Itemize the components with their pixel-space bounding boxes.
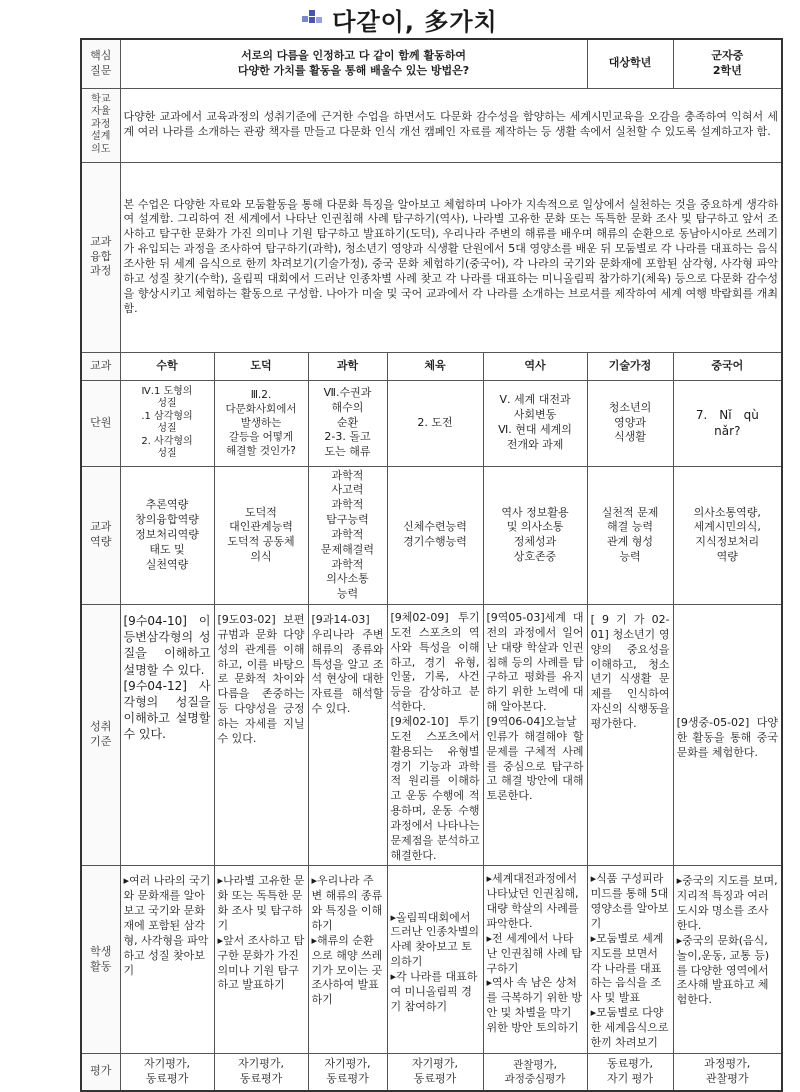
intent-row: [81, 88, 782, 162]
achievement-label: 성취 기준: [81, 605, 120, 866]
core-question: 서로의 다름을 인정하고 다 같이 함께 활동하여 다양한 가치를 활동을 통해 배울수 있는 방법은?: [120, 39, 587, 88]
competency-row: [81, 466, 782, 605]
target-grade-label: 대상학년: [587, 39, 673, 88]
achievement-ethics: [9도03-02] 보편 규범과 문화 다양성의 관계를 이해하고, 이를 바탕으로 문화적 차이와 다름을 존중하는 등 다양성을 긍정하는 자세를 지닐 수 있다.: [214, 605, 308, 866]
achievement-tech-home: [ 9 기 가 02-01] 청소년기 영양의 중요성을 이해하고, 청소년기 식생활 문제를 인식하여 자신의 식행동을 평가한다.: [587, 605, 673, 866]
curriculum-table: [80, 38, 783, 1092]
document-title-bar: [0, 0, 800, 38]
unit-history: Ⅴ. 세계 대전과 사회변동 Ⅵ. 현대 세계의 전개와 과제: [483, 380, 587, 466]
subject-tech-home: 기술가정: [587, 352, 673, 380]
subject-ethics: 도덕: [214, 352, 308, 380]
convergence-row: [81, 162, 782, 352]
activity-history: ▸세계대전과정에서 나타났던 인권침해, 대량 학살의 사례를 파악한다. ▸전 세계에서 나타난 인권침해 사례 탐구하기 ▸역사 속 남은 상처를 극복하기 위한 방안 및 차별을 막기 위한 방안 토의하기: [483, 866, 587, 1053]
achievement-history: [9역05-03]세계 대전의 과정에서 일어난 대량 학살과 인권 침해 등의 사례를 탐구하고 평화를 유지하기 위한 노력에 대해 알아본다. [9역06-04]오늘날 인류가 해결해야 할 문제를 구체적 사례를 중심으로 탐구하고 해결 방안에 대해 토론한다.: [483, 605, 587, 866]
unit-ethics: Ⅲ.2. 다문화사회에서 발생하는 갈등을 어떻게 해결할 것인가?: [214, 380, 308, 466]
core-question-row: [81, 39, 782, 88]
activity-tech-home: ▸식품 구성피라미드를 통해 5대 영양소를 알아보기 ▸모둠별로 세계 지도를 보면서 각 나라를 대표하는 음식을 조사 및 발표 ▸모둠별로 다양한 세계음식으로 한끼 차려보기: [587, 866, 673, 1053]
achievement-chinese: [9생중-05-02] 다양한 활동을 통해 중국 문화를 체험한다.: [673, 605, 782, 866]
subject-science: 과학: [308, 352, 387, 380]
evaluation-ethics: 자기평가, 동료평가: [214, 1053, 308, 1091]
document-title: 다같이, 多가치: [332, 7, 498, 36]
competency-math: 추론역량 창의융합역량 정보처리역량 태도 및 실천역량: [120, 466, 214, 605]
evaluation-label: 평가: [81, 1053, 120, 1091]
unit-math: Ⅳ.1 도형의 성질 .1 삼각형의 성질 2. 사각형의 성질: [120, 380, 214, 466]
competency-tech-home: 실천적 문제 해결 능력 관계 형성 능력: [587, 466, 673, 605]
activity-row: [81, 866, 782, 1053]
evaluation-row: [81, 1053, 782, 1091]
convergence-text: 본 수업은 다양한 자료와 모둠활동을 통해 다문화 특징을 알아보고 체험하며 나아가 지속적으로 일상에서 실천하는 것을 중요하게 생각하여 설계함. 그리하여 전 세계에서 나타난 인권침해 사례 탐구하기(역사), 나라별 고유한 문화 또는 독특한 문화 조사 및 탐구하고 앞서 조사하고 탐구한 문화가 가진 의미나 기원 탐구하고 발표하기(도덕), 우리나라 주변의 해류를 배우며 해류의 순환으로 동남아시아로 쓰레기가 유입되는 과정을 조사하여 탐구하기(과학), 청소년기 영양과 식생활 단원에서 5대 영양소를 배운 뒤 모둠별로 각 나라를 대표하는 음식 조사한 뒤 세계 음식으로 한끼 차려보기(기술가정), 중국 문화 체험하기(중국어), 각 나라의 국기와 문화재에 포함된 삼각형, 사각형 파악하고 성질 찾기(수학), 올림픽 대회에서 드러난 인종차별 사례 찾고 각 나라를 대표하는 미니올림픽 참가하기(체육) 등으로 다문화 감수성을 향상시키고 체험하는 활동으로 구성함. 나아가 미술 및 국어 교과에서 각 나라를 소개하는 브로셔를 제작하여 세계 여행 박람회를 개최함.: [120, 162, 782, 352]
subject-pe: 체육: [387, 352, 483, 380]
evaluation-chinese: 과정평가, 관찰평가: [673, 1053, 782, 1091]
subject-row: [81, 352, 782, 380]
unit-tech-home: 청소년의 영양과 식생활: [587, 380, 673, 466]
evaluation-history: 관찰평가, 과정중심평가: [483, 1053, 587, 1091]
competency-pe: 신체수련능력 경기수행능력: [387, 466, 483, 605]
core-question-label: 핵심 질문: [81, 39, 120, 88]
achievement-row: [81, 605, 782, 866]
convergence-label: 교과 융합 과정: [81, 162, 120, 352]
competency-history: 역사 정보활용 및 의사소통 정체성과 상호존중: [483, 466, 587, 605]
activity-science: ▸우리나라 주변 해류의 종류와 특징을 이해하기 ▸해류의 순환으로 해양 쓰레기가 모이는 곳 조사하여 발표하기: [308, 866, 387, 1053]
unit-science: Ⅶ.수권과 해수의 순환 2-3. 돌고 도는 해류: [308, 380, 387, 466]
subject-chinese: 중국어: [673, 352, 782, 380]
intent-label: 학교 자율 과정 설계 의도: [81, 88, 120, 162]
title-squares-icon: [302, 10, 324, 28]
activity-math: ▸여러 나라의 국기와 문화재를 알아보고 국기와 문화재에 포함된 삼각형, 사각형을 파악하고 성질 찾아보기: [120, 866, 214, 1053]
competency-science: 과학적 사고력 과학적 탐구능력 과학적 문제해결력 과학적 의사소통 능력: [308, 466, 387, 605]
target-grade-value: 군자중 2학년: [673, 39, 782, 88]
subject-label: 교과: [81, 352, 120, 380]
activity-ethics: ▸나라별 고유한 문화 또는 독특한 문화 조사 및 탐구하기 ▸앞서 조사하고 탐구한 문화가 가진 의미나 기원 탐구하고 발표하기: [214, 866, 308, 1053]
activity-pe: ▸올림픽대회에서 드러난 인종차별의 사례 찾아보고 토의하기 ▸각 나라를 대표하여 미니올림픽 경기 참여하기: [387, 866, 483, 1053]
achievement-pe: [9체02-09] 투기 도전 스포츠의 역사와 특성을 이해하고, 경기 유형, 인물, 기록, 사건 등을 감상하고 분석한다. [9체02-10] 투기 도전 스포츠에서 활용되는 유형별 경기 기능과 과학적 원리를 이해하고 운동 수행에 적용하며, 운동 수행 과정에서 나타나는 문제점을 분석하고 해결한다.: [387, 605, 483, 866]
achievement-math: [9수04-10] 이등변삼각형의 성질을 이해하고 설명할 수 있다. [9수04-12] 사각형의 성질을 이해하고 설명할 수 있다.: [120, 605, 214, 866]
activity-label: 학생 활동: [81, 866, 120, 1053]
unit-row: [81, 380, 782, 466]
competency-chinese: 의사소통역량, 세계시민의식, 지식정보처리 역량: [673, 466, 782, 605]
evaluation-tech-home: 동료평가, 자기 평가: [587, 1053, 673, 1091]
evaluation-pe: 자기평가, 동료평가: [387, 1053, 483, 1091]
achievement-science: [9과14-03] 우리나라 주변 해류의 종류와 특성을 알고 조석 현상에 대한 자료를 해석할 수 있다.: [308, 605, 387, 866]
competency-ethics: 도덕적 대인관계능력 도덕적 공동체 의식: [214, 466, 308, 605]
evaluation-math: 자기평가, 동료평가: [120, 1053, 214, 1091]
activity-chinese: ▸중국의 지도를 보며, 지리적 특징과 여러 도시와 명소를 조사한다. ▸중국의 문화(음식, 놀이,운동, 교통 등)를 다양한 영역에서 조사해 발표하고 체험한다.: [673, 866, 782, 1053]
subject-history: 역사: [483, 352, 587, 380]
unit-pe: 2. 도전: [387, 380, 483, 466]
unit-chinese: 7. Nǐ qù nǎr?: [673, 380, 782, 466]
intent-text: 다양한 교과에서 교육과정의 성취기준에 근거한 수업을 하면서도 다문화 감수성을 함양하는 세계시민교육을 오감을 충족하여 익혀서 세계 여러 나라를 소개하는 관광 책자를 만들고 다문화 인식 개선 캠페인 자료를 제작하는 등 생활 속에서 실천할 수 있도록 설계하고자 함.: [120, 88, 782, 162]
evaluation-science: 자기평가, 동료평가: [308, 1053, 387, 1091]
subject-math: 수학: [120, 352, 214, 380]
competency-label: 교과 역량: [81, 466, 120, 605]
unit-label: 단원: [81, 380, 120, 466]
